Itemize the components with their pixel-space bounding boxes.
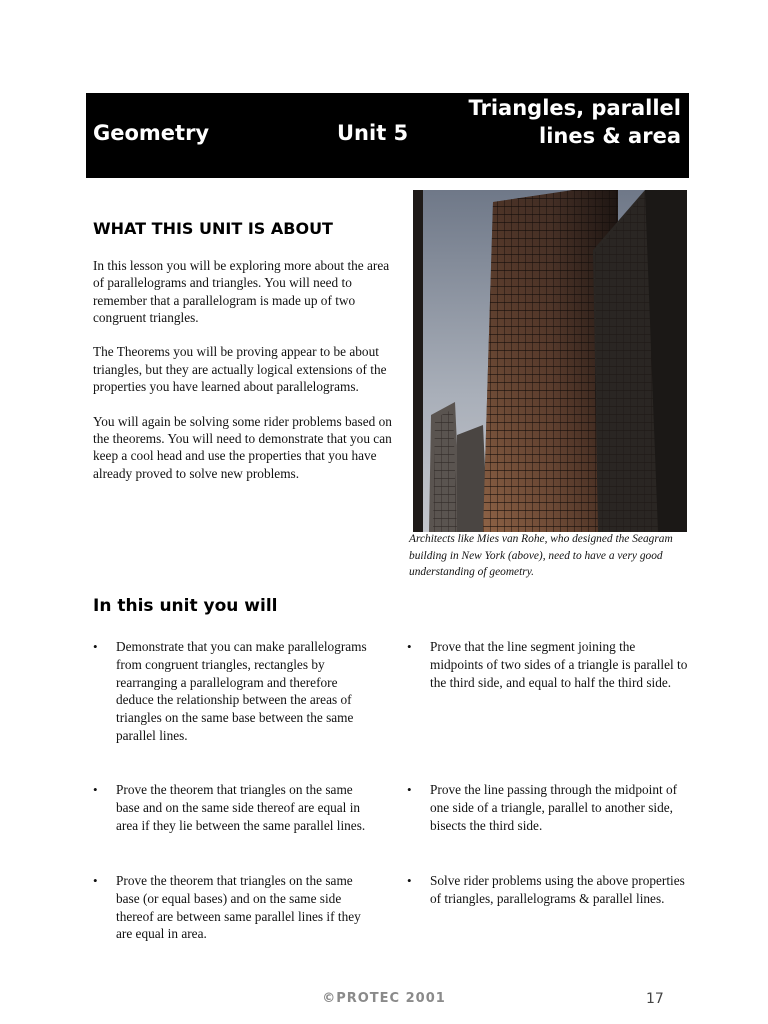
- subject-title: Geometry: [93, 121, 210, 145]
- outcome-item: [407, 638, 690, 691]
- intro-text: [93, 257, 403, 499]
- outcome-item: [93, 638, 376, 745]
- unit-number: Unit 5: [337, 121, 409, 145]
- outcome-text: Solve rider problems using the above properties of triangles, parallelograms & parallel lines.: [430, 873, 685, 906]
- outcome-text: Prove that the line segment joining the midpoints of two sides of a triangle is parallel to the third side, and equal to half the third side.: [430, 639, 688, 690]
- outcome-text: Prove the theorem that triangles on the same base (or equal bases) and on the same side thereof are between same parallel lines if they are equal in area.: [116, 873, 361, 942]
- intro-paragraph: The Theorems you will be proving appear to be about triangles, but they are actually logical extensions of the properties you have learned about parallelograms.: [93, 344, 387, 395]
- outcome-text: Prove the line passing through the midpoint of one side of a triangle, parallel to another side, bisects the third side.: [430, 782, 678, 833]
- outcome-item: [407, 781, 690, 834]
- bullet-icon: •: [407, 873, 412, 888]
- bullet-icon: •: [93, 639, 98, 654]
- about-heading: WHAT THIS UNIT IS ABOUT: [93, 219, 333, 238]
- outcome-text: Demonstrate that you can make parallelograms from congruent triangles, rectangles by rearranging a parallelogram and therefore deduce the relationship between the areas of triangles on the same base between the same parallel lines.: [116, 639, 367, 743]
- unit-title: Triangles, parallel lines & area: [468, 96, 681, 148]
- bullet-icon: •: [407, 639, 412, 654]
- bullet-icon: •: [93, 782, 98, 797]
- bullet-icon: •: [93, 873, 98, 888]
- outcome-text: Prove the theorem that triangles on the same base and on the same side thereof are equal in area if they lie between the same parallel lines.: [116, 782, 366, 833]
- outcomes-heading: In this unit you will: [93, 596, 278, 616]
- bullet-icon: •: [407, 782, 412, 797]
- footer-copyright: ©PROTEC 2001: [322, 991, 446, 1006]
- seagram-building-photo: [413, 190, 687, 532]
- outcome-item: [93, 781, 376, 834]
- unit-header-bar: [86, 93, 689, 178]
- intro-paragraph: You will again be solving some rider problems based on the theorems. You will need to demonstrate that you can keep a cool head and use the properties that you have already proved to solve new problems.: [93, 413, 392, 481]
- outcome-item: [93, 872, 376, 943]
- outcome-item: [407, 872, 690, 908]
- photo-caption: Architects like Mies van Rohe, who designed the Seagram building in New York (above), need to have a very good understanding of geometry.: [409, 533, 673, 578]
- intro-paragraph: In this lesson you will be exploring more about the area of parallelograms and triangles. You will need to remember that a parallelogram is made up of two congruent triangles.: [93, 258, 390, 325]
- page-number: 17: [646, 991, 664, 1007]
